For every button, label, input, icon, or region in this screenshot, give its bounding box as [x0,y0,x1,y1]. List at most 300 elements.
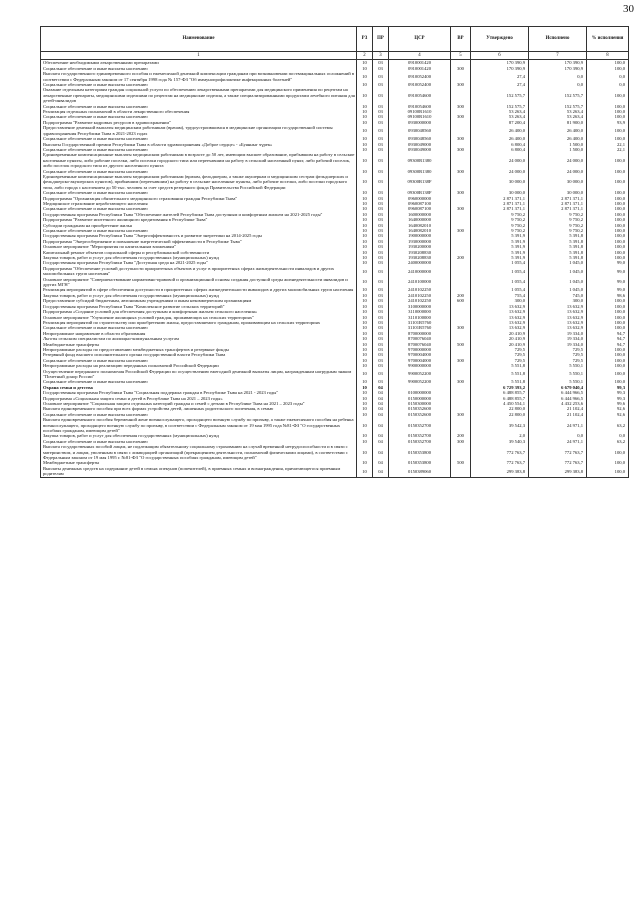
percent-cell: 100,0 [587,212,629,217]
vr-cell [451,266,471,277]
percent-cell: 100,0 [587,125,629,136]
executed-cell: 300,0 [529,298,587,303]
row-name-cell: Выплата единовременного пособия беременной жене военнослужащего, проходящего военную службу по призыву, а также ежемесячного пособия на ребенка военнослужащего, проходящего военную службу по призыву, в соответствии с Федеральным законом от 19 мая 1995 года №81-ФЗ "О государственных пособиях гражданам, имеющим детей" [41,417,357,433]
csr-cell: 1900000000 [389,233,451,238]
csr-cell: 09100R1610 [389,109,451,114]
pr-cell: 03 [373,87,389,103]
pr-cell: 04 [373,417,389,433]
row-name-cell: Государственная программа Республики Тыва "Доступная среда на 2021-2025 годы" [41,260,357,265]
percent-cell: 100,0 [587,304,629,309]
csr-cell: 9900000000 [389,363,451,368]
executed-cell: 26 400,0 [529,136,587,141]
approved-cell: 5 391,9 [471,250,529,255]
rz-cell: 10 [357,82,373,87]
row-name-cell: Основное мероприятие "Улучшение жилищных условий граждан, проживающих на сельских территориях" [41,315,357,320]
approved-cell: 53 263,4 [471,114,529,119]
table-row [41,125,629,136]
approved-cell: 5 551,8 [471,379,529,384]
csr-cell: 31101R5760 [389,320,451,325]
approved-cell: 53 263,4 [471,109,529,114]
percent-cell: 0,0 [587,71,629,82]
pr-cell: 04 [373,406,389,411]
row-name-cell: Основное мероприятие "Социальная защита отдельных категорий граждан и семей с детьми в Республике Тыва на 2021 – 2023 годы" [41,401,357,406]
executed-cell: 53 263,4 [529,109,587,114]
csr-cell: 0910054600 [389,104,451,109]
executed-cell: 170 390,9 [529,60,587,66]
pr-cell: 03 [373,266,389,277]
executed-cell: 24 000,0 [529,152,587,168]
csr-cell: 0910001420 [389,60,451,66]
vr-cell: 300 [451,190,471,195]
vr-cell [451,174,471,190]
csr-cell: 1930208830 [389,255,451,260]
approved-cell: 1 055,4 [471,277,529,288]
pr-cell: 03 [373,147,389,152]
percent-cell: 63,2 [587,439,629,444]
pr-cell: 03 [373,287,389,292]
executed-cell: 5 550,1 [529,363,587,368]
rz-cell: 10 [357,347,373,352]
executed-cell: 21 102,4 [529,412,587,417]
executed-cell: 9 750,2 [529,217,587,222]
pr-cell: 04 [373,460,389,465]
csr-cell: 9700000000 [389,347,451,352]
row-name-cell: Основное мероприятие "Мероприятия по капитальным вложениям" [41,244,357,249]
pr-cell: 03 [373,120,389,125]
budget-execution-table [40,26,629,478]
row-name-cell: Резервный фонд высшего исполнительного органа государственной власти Республики Тыва [41,352,357,357]
pr-cell: 03 [373,169,389,174]
executed-cell: 19 334,0 [529,336,587,341]
csr-cell: 1930200000 [389,244,451,249]
approved-cell: 30 000,0 [471,174,529,190]
executed-cell: 26 400,0 [529,125,587,136]
csr-cell: 0960087100 [389,201,451,206]
percent-cell: 100,0 [587,460,629,465]
approved-cell: 22 800,0 [471,406,529,411]
rz-cell: 10 [357,233,373,238]
executed-cell: 21 102,4 [529,406,587,411]
percent-cell: 100,0 [587,190,629,195]
row-name-cell: Социальное обеспечение и иные выплаты населению [41,228,357,233]
executed-cell: 13 632,9 [529,309,587,314]
executed-cell: 6 444 966,5 [529,390,587,395]
approved-cell: 170 390,9 [471,66,529,71]
percent-cell: 100,0 [587,201,629,206]
row-name-cell: Предоставление денежной выплаты медицинским работникам (врачам), трудоустроившимся в медицинские организации государственной системы здравоохранения Республики Тыва в 2021-2023 годах [41,125,357,136]
percent-cell: 100,0 [587,250,629,255]
vr-cell [451,417,471,433]
percent-cell: 100,0 [587,66,629,71]
executed-cell: 30 000,0 [529,190,587,195]
executed-cell: 152 575,7 [529,87,587,103]
rz-cell: 10 [357,244,373,249]
percent-cell: 100,0 [587,196,629,201]
pr-cell: 03 [373,358,389,363]
rz-cell: 10 [357,358,373,363]
pr-cell: 03 [373,320,389,325]
pr-cell: 03 [373,363,389,368]
vr-cell [451,71,471,82]
csr-cell: 0150352600 [389,406,451,411]
table-row [41,466,629,477]
approved-cell: 24 000,0 [471,152,529,168]
rz-cell: 10 [357,369,373,380]
approved-cell: 13 632,9 [471,325,529,330]
table-row [41,71,629,82]
csr-cell: 9700004000 [389,352,451,357]
csr-cell: 1640000000 [389,217,451,222]
vr-cell: 500 [451,342,471,347]
executed-cell: 729,5 [529,347,587,352]
executed-cell: 1 045,0 [529,260,587,265]
executed-cell: 729,5 [529,352,587,357]
executed-cell: 5 391,8 [529,250,587,255]
row-name-cell: Межбюджетные трансферты [41,342,357,347]
csr-cell: 8700076040 [389,342,451,347]
approved-cell: 2,0 [471,433,529,438]
approved-cell: 5 551,8 [471,363,529,368]
approved-cell: 20 410,9 [471,336,529,341]
percent-cell: 100,0 [587,104,629,109]
pr-cell: 03 [373,60,389,66]
pr-cell: 03 [373,125,389,136]
table-row [41,266,629,277]
row-name-cell: Подпрограмма "Развитие кадровых ресурсов в здравоохранении" [41,120,357,125]
csr-cell: 9700004000 [389,358,451,363]
csr-cell: 2410102250 [389,287,451,292]
row-name-cell: Субсидии гражданам на приобретение жилья [41,223,357,228]
approved-cell: 4 450 554,1 [471,401,529,406]
pr-cell: 04 [373,439,389,444]
table-row [41,369,629,380]
column-number: 6 [471,52,529,60]
percent-cell: 100,0 [587,363,629,368]
pr-cell: 03 [373,255,389,260]
pr-cell: 04 [373,466,389,477]
vr-cell: 300 [451,228,471,233]
column-header: ВР [451,27,471,52]
row-name-cell: Государственная программа Республики Тыва "Комплексное развитие сельских территорий" [41,304,357,309]
row-name-cell: Подпрограмма «Создание условий для обеспечения доступным и комфортным жильем сельского населения» [41,309,357,314]
rz-cell: 10 [357,439,373,444]
rz-cell: 10 [357,239,373,244]
percent-cell: 100,0 [587,206,629,211]
pr-cell: 03 [373,66,389,71]
csr-cell: 0930000000 [389,120,451,125]
rz-cell: 10 [357,342,373,347]
row-name-cell: Подпрограмма "Развитие ипотечного жилищного кредитования в Республике Тыва" [41,217,357,222]
csr-cell: 0150352700 [389,417,451,433]
row-name-cell: Обеспечение необходимыми лекарственными препаратами [41,60,357,66]
vr-cell [451,466,471,477]
approved-cell: 6 800,4 [471,142,529,147]
rz-cell: 10 [357,206,373,211]
row-name-cell: Осуществление переданного полномочия Российской Федерации по осуществлению ежегодной денежной выплаты лицам, награжденным нагрудным знаком "Почетный донор России" [41,369,357,380]
approved-cell: 772 763,7 [471,460,529,465]
csr-cell: 2400000000 [389,260,451,265]
csr-cell: 0910052400 [389,82,451,87]
executed-cell: 2 871 371,1 [529,196,587,201]
approved-cell: 39 542,3 [471,417,529,433]
executed-cell: 5 391,8 [529,233,587,238]
rz-cell: 10 [357,396,373,401]
approved-cell: 2 871 371,1 [471,196,529,201]
vr-cell: 200 [451,255,471,260]
approved-cell: 299 383,8 [471,466,529,477]
percent-cell: 100,0 [587,347,629,352]
rz-cell: 10 [357,433,373,438]
pr-cell: 03 [373,217,389,222]
csr-cell: 9900052200 [389,369,451,380]
csr-cell: 0910001420 [389,66,451,71]
pr-cell: 03 [373,325,389,330]
pr-cell: 03 [373,250,389,255]
rz-cell: 10 [357,174,373,190]
executed-cell: 5 391,8 [529,239,587,244]
csr-cell: 0960087100 [389,206,451,211]
approved-cell: 9 750,2 [471,212,529,217]
pr-cell: 04 [373,433,389,438]
percent-cell: 92,6 [587,406,629,411]
row-name-cell: Социальное обеспечение и иные выплаты населению [41,439,357,444]
approved-cell: 300,0 [471,298,529,303]
percent-cell: 100,0 [587,325,629,330]
csr-cell: 8700000000 [389,331,451,336]
pr-cell: 03 [373,347,389,352]
rz-cell: 10 [357,412,373,417]
vr-cell: 300 [451,412,471,417]
pr-cell: 04 [373,385,389,390]
vr-cell: 300 [451,82,471,87]
percent-cell: 99,3 [587,396,629,401]
vr-cell [451,152,471,168]
vr-cell: 300 [451,66,471,71]
approved-cell: 729,5 [471,352,529,357]
approved-cell: 13 632,9 [471,315,529,320]
percent-cell: 100,0 [587,315,629,320]
csr-cell: 0150353800 [389,444,451,460]
rz-cell: 10 [357,228,373,233]
approved-cell: 729,5 [471,347,529,352]
vr-cell: 300 [451,147,471,152]
percent-cell: 100,0 [587,444,629,460]
approved-cell: 1 055,4 [471,266,529,277]
approved-cell: 26 400,0 [471,125,529,136]
percent-cell: 100,0 [587,87,629,103]
row-name-cell: Непрограммные расходы по предоставлению межбюджетных трансфертов и резервные фонды [41,347,357,352]
approved-cell: 13 632,9 [471,309,529,314]
percent-cell: 99,0 [587,260,629,265]
approved-cell: 6 488 855,7 [471,390,529,395]
executed-cell: 0,0 [529,71,587,82]
approved-cell: 13 632,9 [471,304,529,309]
approved-cell: 20 410,9 [471,331,529,336]
vr-cell: 300 [451,358,471,363]
executed-cell: 19 334,0 [529,342,587,347]
percent-cell: 22,1 [587,142,629,147]
approved-cell: 24 000,0 [471,169,529,174]
pr-cell: 03 [373,212,389,217]
rz-cell: 10 [357,60,373,66]
column-number: 5 [451,52,471,60]
executed-cell: 9 750,2 [529,212,587,217]
pr-cell: 03 [373,336,389,341]
table-row [41,277,629,288]
csr-cell: 09300R138F [389,174,451,190]
vr-cell: 200 [451,433,471,438]
rz-cell: 10 [357,66,373,71]
row-name-cell: Подпрограмма "Обеспечение условий доступности приоритетных объектов и услуг в приоритетных сферах жизнедеятельности инвалидов и других маломобильных групп населения" [41,266,357,277]
table-row [41,444,629,460]
csr-cell: 0150389060 [389,466,451,477]
pr-cell: 03 [373,114,389,119]
percent-cell: 99,6 [587,401,629,406]
rz-cell: 10 [357,379,373,384]
vr-cell: 300 [451,206,471,211]
rz-cell: 10 [357,293,373,298]
csr-cell: 2410102250 [389,298,451,303]
rz-cell: 10 [357,152,373,168]
row-name-cell: Охрана семьи и детства [41,385,357,390]
percent-cell: 100,0 [587,352,629,357]
pr-cell: 03 [373,304,389,309]
rz-cell: 10 [357,136,373,141]
csr-cell: 0150352600 [389,412,451,417]
rz-cell: 10 [357,250,373,255]
rz-cell: 10 [357,196,373,201]
vr-cell: 300 [451,114,471,119]
row-name-cell: Выплаты Государственной премии Республики Тыва в области здравоохранения «Доброе сердце» - «Буянныг чүрек» [41,142,357,147]
vr-cell: 300 [451,379,471,384]
column-number-row [41,52,629,60]
pr-cell: 03 [373,239,389,244]
approved-cell: 87 200,4 [471,120,529,125]
approved-cell: 755,4 [471,293,529,298]
rz-cell: 10 [357,109,373,114]
row-name-cell: Социальное обеспечение и иные выплаты населению [41,82,357,87]
rz-cell: 10 [357,406,373,411]
executed-cell: 53 263,4 [529,114,587,119]
row-name-cell: Единовременные компенсационные выплаты медицинским работникам (врачам, фельдшерам, а также акушеркам и медицинским сестрам фельдшерских и фельдшерско-акушерских пунктов), прибывшим (переехавшим) на работу в сельские населенные пункты, либо рабочие поселки, либо поселки городского типа, либо города с населением до 50 тыс. человек за счет средств резервного фонда Правительства Российской Федерации [41,174,357,190]
percent-cell: 0,0 [587,433,629,438]
csr-cell: 0100000000 [389,390,451,395]
percent-cell: 100,0 [587,152,629,168]
percent-cell: 63,2 [587,417,629,433]
approved-cell: 27,4 [471,82,529,87]
column-header: Наименование [41,27,357,52]
csr-cell: 0910052400 [389,71,451,82]
rz-cell: 10 [357,266,373,277]
rz-cell: 10 [357,363,373,368]
executed-cell: 772 763,7 [529,444,587,460]
csr-cell: 1640082010 [389,228,451,233]
pr-cell: 03 [373,277,389,288]
csr-cell: 3100000000 [389,304,451,309]
csr-cell: 0930048560 [389,136,451,141]
pr-cell: 03 [373,228,389,233]
executed-cell: 24 000,0 [529,169,587,174]
approved-cell: 39 540,3 [471,439,529,444]
pr-cell: 03 [373,293,389,298]
rz-cell: 10 [357,336,373,341]
rz-cell: 10 [357,277,373,288]
executed-cell: 13 632,9 [529,325,587,330]
row-name-cell: Основное мероприятие "Совершенствование нормативно-правовой и организационной основы создания доступной среды жизнедеятельности инвалидов и других МГН" [41,277,357,288]
row-name-cell: Подпрограмма "Организация обязательного медицинского страхования граждан Республики Тыва" [41,196,357,201]
vr-cell: 300 [451,136,471,141]
executed-cell: 5 391,8 [529,244,587,249]
pr-cell: 03 [373,379,389,384]
percent-cell: 100,0 [587,466,629,477]
vr-cell [451,369,471,380]
rz-cell: 10 [357,260,373,265]
approved-cell: 9 750,2 [471,228,529,233]
rz-cell: 10 [357,287,373,292]
percent-cell: 100,0 [587,217,629,222]
row-name-cell: Капитальный ремонт объектов социальной сферы и республиканской собственности [41,250,357,255]
approved-cell: 20 410,9 [471,342,529,347]
percent-cell: 100,0 [587,169,629,174]
rz-cell: 10 [357,223,373,228]
csr-cell: 1930208830 [389,250,451,255]
executed-cell: 170 390,9 [529,66,587,71]
column-number: 1 [41,52,357,60]
row-name-cell: Социальное обеспечение и иные выплаты населению [41,104,357,109]
csr-cell: 0930048560 [389,125,451,136]
column-header: Утверждено [471,27,529,52]
page-number: 30 [623,3,634,15]
rz-cell: 10 [357,125,373,136]
csr-cell: 0930049000 [389,142,451,147]
percent-cell: 99,0 [587,287,629,292]
csr-cell: 1640082010 [389,223,451,228]
row-name-cell: Закупка товаров, работ и услуг для обеспечения государственных (муниципальных) нужд [41,433,357,438]
executed-cell: 5 550,1 [529,379,587,384]
executed-cell: 24 971,1 [529,417,587,433]
approved-cell: 6 800,4 [471,147,529,152]
percent-cell: 100,0 [587,239,629,244]
rz-cell: 10 [357,217,373,222]
percent-cell: 99,0 [587,266,629,277]
column-number: 8 [587,52,629,60]
csr-cell: 0150300000 [389,401,451,406]
csr-cell: 2410102250 [389,293,451,298]
row-name-cell: Непрограммное направление в области образования [41,331,357,336]
csr-cell: 0150000000 [389,396,451,401]
column-header: Исполнено [529,27,587,52]
pr-cell: 04 [373,396,389,401]
pr-cell: 03 [373,331,389,336]
rz-cell: 10 [357,331,373,336]
row-name-cell: Единовременные компенсационные выплаты медицинским работникам в возрасте до 50 лет, имеющим высшее образование, прибывшим на работу в сельские населенные пункты, либо рабочие поселки, либо поселки городского типа или переехавшим на работу в сельский населенный пункт, либо рабочий поселок, либо поселок городского типа из другого населенного пункта [41,152,357,168]
row-name-cell: Подпрограмма «Социальная защита семьи и детей в Республике Тыва на 2021 – 2023 годы» [41,396,357,401]
vr-cell: 500 [451,460,471,465]
csr-cell: 09300R1380 [389,169,451,174]
percent-cell: 100,0 [587,369,629,380]
executed-cell: 5 391,8 [529,255,587,260]
rz-cell: 10 [357,385,373,390]
executed-cell: 81 900,0 [529,120,587,125]
pr-cell: 03 [373,342,389,347]
pr-cell: 03 [373,136,389,141]
row-name-cell: Реализация мероприятий по строительству или приобретению жилья, предоставляемого гражданам, проживающим на сельских территориях [41,320,357,325]
pr-cell: 03 [373,298,389,303]
csr-cell: 0150352700 [389,433,451,438]
rz-cell: 10 [357,315,373,320]
executed-cell: 1 045,0 [529,277,587,288]
pr-cell: 03 [373,206,389,211]
